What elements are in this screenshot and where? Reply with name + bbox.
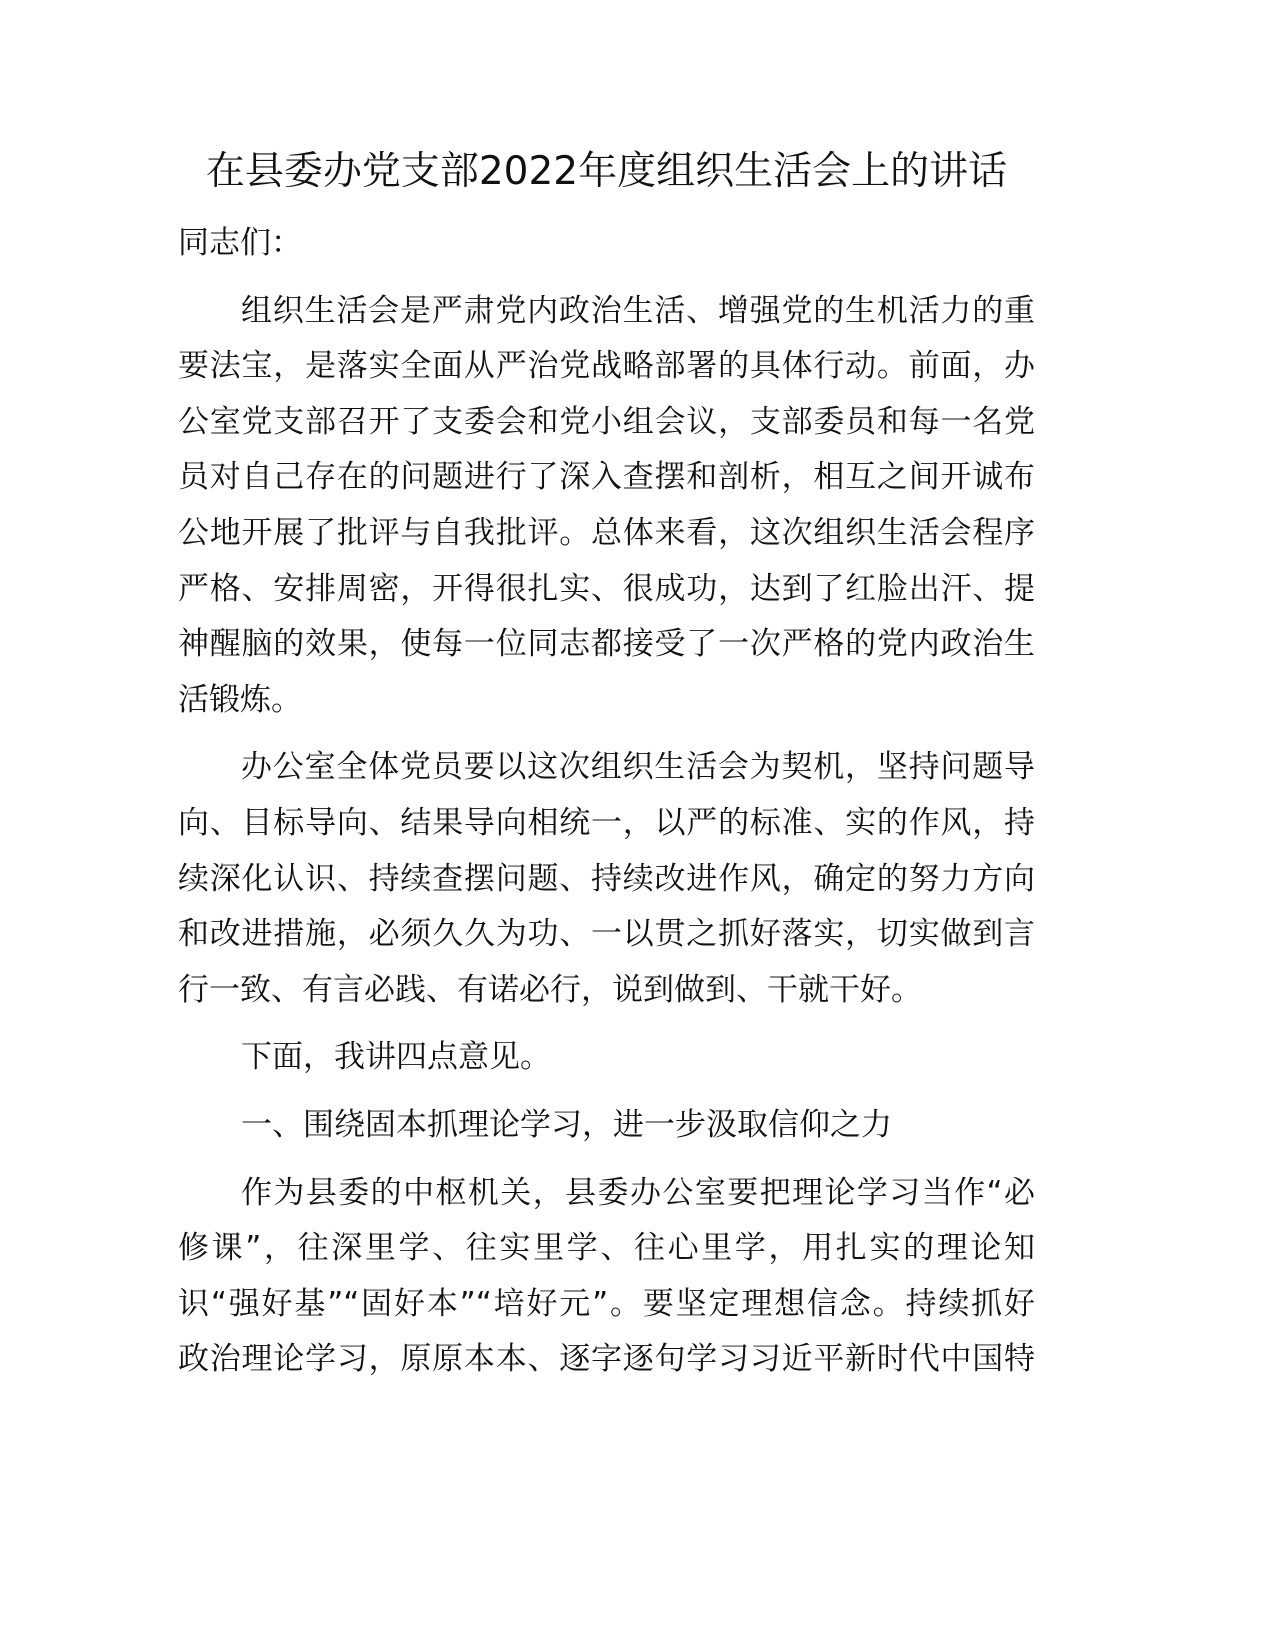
text-line: 同志们：: [178, 225, 302, 261]
text-line: 要法宝，是落实全面从严治党战略部署的具体行动。前面，办: [178, 348, 1035, 385]
text-line: 员对自己存在的问题进行了深入查摆和剖析，相互之间开诚布: [178, 459, 1035, 496]
text-line: 下面，我讲四点意见。: [241, 1039, 551, 1076]
text-line: 识“强好基”“固好本”“培好元”。要坚定理想信念。持续抓好: [178, 1285, 1035, 1322]
text-line: 一、围绕固本抓理论学习，进一步汲取信仰之力: [241, 1106, 892, 1143]
text-line: 严格、安排周密，开得很扎实、很成功，达到了红脸出汗、提: [178, 570, 1035, 607]
text-line: 活锻炼。: [178, 681, 302, 718]
paragraph: [178, 1030, 1035, 1086]
document-body: [178, 216, 1035, 1400]
text-line: 公地开展了批评与自我批评。总体来看，这次组织生活会程序: [178, 514, 1035, 551]
paragraph: [178, 1098, 1035, 1154]
paragraph: [178, 284, 1035, 729]
text-line: 行一致、有言必践、有诺必行，说到做到、干就干好。: [178, 971, 922, 1008]
text-line: 续深化认识、持续查摆问题、持续改进作风，确定的努力方向: [178, 860, 1035, 897]
text-line: 向、目标导向、结果导向相统一，以严的标准、实的作风，持: [178, 804, 1035, 841]
text-line: 公室党支部召开了支委会和党小组会议，支部委员和每一名党: [178, 403, 1035, 440]
text-line: 作为县委的中枢机关，县委办公室要把理论学习当作“必: [241, 1174, 1035, 1211]
text-line: 组织生活会是严肃党内政治生活、增强党的生机活力的重: [241, 292, 1035, 329]
paragraph: [178, 740, 1035, 1018]
text-line: 办公室全体党员要以这次组织生活会为契机，坚持问题导: [241, 749, 1035, 786]
text-line: 神醒脑的效果，使每一位同志都接受了一次严格的党内政治生: [178, 626, 1035, 663]
paragraph: [178, 1166, 1035, 1388]
text-line: 政治理论学习，原原本本、逐字逐句学习习近平新时代中国特: [178, 1341, 1035, 1378]
paragraph: [178, 216, 1035, 272]
text-line: 修课”，往深里学、往实里学、往心里学，用扎实的理论知: [178, 1230, 1035, 1267]
text-line: 和改进措施，必须久久为功、一以贯之抓好落实，切实做到言: [178, 916, 1035, 953]
document-title: 在县委办党支部2022年度组织生活会上的讲话: [205, 149, 1008, 194]
